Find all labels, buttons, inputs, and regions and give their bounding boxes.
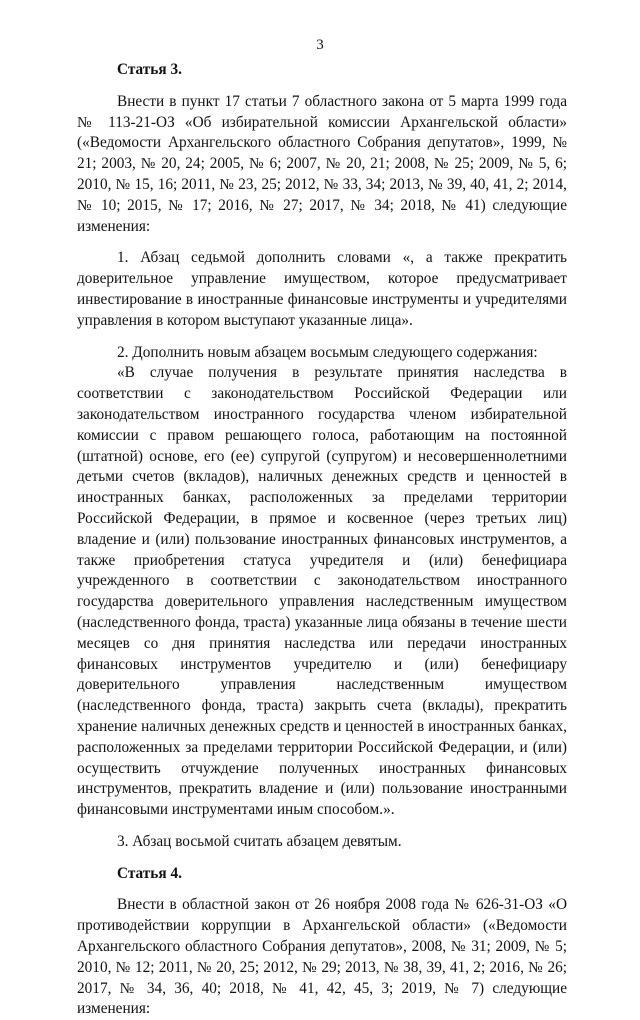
article-3-item-2-intro: 2. Дополнить новым абзацем восьмым следующего содержания:	[117, 343, 538, 361]
article-4-intro: Внести в областной закон от 26 ноября 2008 года № 626-31-ОЗ «О противодействии коррупции в Архангельской области» («Ведомости Архангельского областного Собрания депутатов», 2008, № 31; 2009, № 5; 2010, № 12; 2011, № 20, 25; 2012, № 29; 2013, № 38, 39, 41, 2; 2016, № 26; 2017, № 34, 36, 40; 2018, № 41, 42, 45, 3; 2019, № 7) следующие изменения:	[77, 896, 567, 1018]
article-3-heading: Статья 3.	[117, 61, 182, 78]
article-3-intro: Внести в пункт 17 статьи 7 областного закона от 5 марта 1999 года № 113-21-ОЗ «Об избирательной комиссии Архангельской области» («Ведомости Архангельского областного Собрания депутатов», 1999, № 21; 2003, № 20, 24; 2005, № 6; 2007, № 20, 21; 2008, № 25; 2009, № 5, 6; 2010, № 15, 16; 2011, № 23, 25; 2012, № 33, 34; 2013, № 39, 40, 41, 2; 2014, № 10; 2015, № 17; 2016, № 27; 2017, № 34; 2018, № 41) следующие изменения:	[77, 92, 567, 235]
article-4-heading: Статья 4.	[117, 864, 182, 882]
article-3-item-3: 3. Абзац восьмой считать абзацем девятым.	[117, 832, 402, 850]
article-3-item-2-quote: «В случае получения в результате принятия наследства в соответствии с законодательством Российской Федерации или законодательством иностранного государства членом избирательной комиссии с правом решающего голоса, работающим на постоянной (штатной) основе, его (ее) супругой (супругом) и несовершеннолетними детьми счетов (вкладов), наличных денежных средств и ценностей в иностранных банках, расположенных за пределами территории Российской Федерации, в прямое и косвенное (через третьих лиц) владение и (или) пользование иностранных финансовых инструментов, а также приобретения статуса учредителя и (или) бенефициара учрежденного в соответствии с законодательством иностранного государства доверительного управления наследственным имуществом (наследственного фонда, траста) указанные лица обязаны в течение шести месяцев со дня принятия наследства или передачи иностранных финансовых инструментов учредителю и (или) бенефициару доверительного управления наследственным имуществом (наследственного фонда, траста) закрыть счета (вклады), прекратить хранение наличных денежных средств и ценностей в иностранных банках, расположенных за пределами территории Российской Федерации, и (или) осуществить отчуждение полученных иностранных финансовых инструментов, прекратить владение и (или) пользование иностранными финансовыми инструментами иным способом.».	[77, 364, 567, 819]
article-3-item-1: 1. Абзац седьмой дополнить словами «, а также прекратить доверительное управление имуществом, которое предусматривает инвестирование в иностранные финансовые инструменты и учредителями управления в котором выступают указанные лица».	[77, 249, 567, 329]
document-body	[77, 60, 567, 1020]
page-number: 3	[316, 37, 324, 53]
